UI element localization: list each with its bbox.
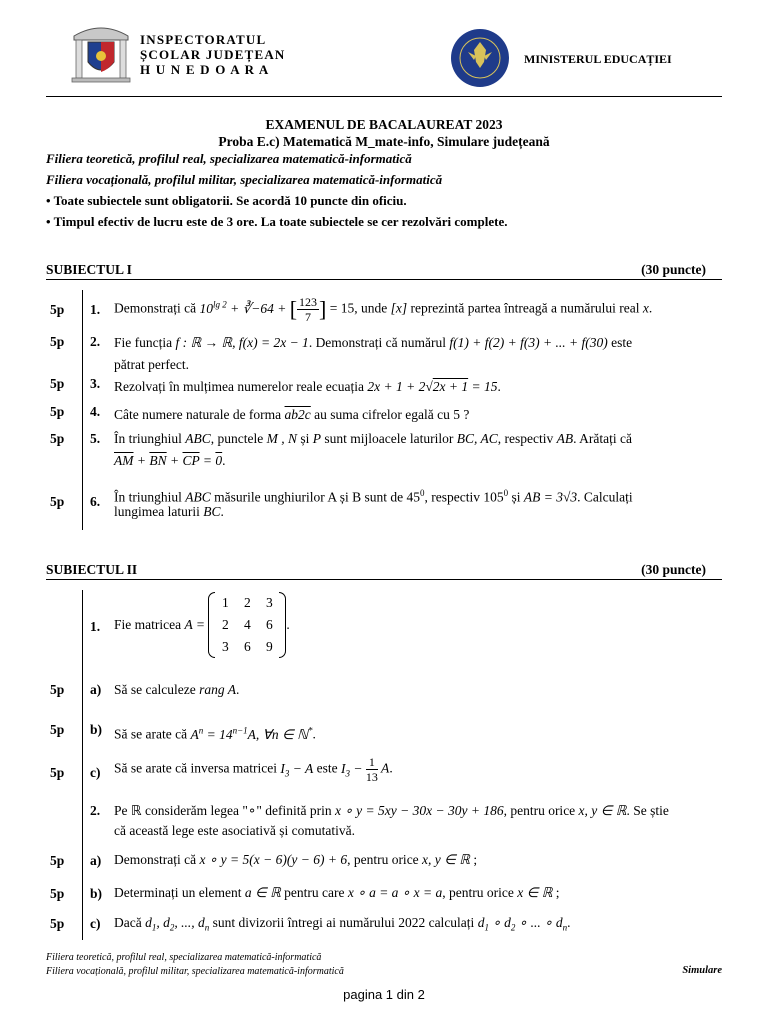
points-label: 5p [50,722,65,737]
question-number: 1. [90,619,101,634]
question-number: 6. [90,494,101,509]
section-2-title: SUBIECTUL II [46,562,138,577]
intro-line-3: • Toate subiectele sunt obligatorii. Se acordă 10 puncte din oficiu. [46,193,407,208]
section-2-rule [46,579,722,580]
question-number: 5. [90,431,101,446]
exam-subtitle: Proba E.c) Matematică M_mate-info, Simulare județeană [218,134,550,149]
part-label: a) [90,682,102,697]
s2-2a: Demonstrați că x ∘ y = 5(x − 6)(y − 6) + 6, pentru orice x, y ∈ ℝ ; [114,852,478,867]
government-seal [450,28,510,88]
inspectorate-logo [70,22,132,84]
intro-line-1: Filiera teoretică, profilul real, specializarea matematică-informatică [46,151,412,166]
section-2-points: (30 puncte) [641,562,706,577]
insp-line2: ȘCOLAR JUDEȚEAN [140,47,286,62]
part-label: b) [90,886,103,901]
points-label: 5p [50,334,65,349]
s1-q2-cont: pătrat perfect. [114,357,189,372]
s2-2b: Determinați un element a ∈ ℝ pentru care x ∘ a = a ∘ x = a, pentru orice x ∈ ℝ ; [114,885,560,900]
insp-line3: H U N E D O A R A [140,62,270,77]
points-label: 5p [50,494,65,509]
s1-q6-cont: lungimea laturii BC. [114,504,224,519]
points-label: 5p [50,431,65,446]
points-label: 5p [50,404,65,419]
section-1-points: (30 puncte) [641,262,706,277]
inspectorate-name [140,32,286,77]
section-2-margin-line [82,590,83,940]
s2-2c: Dacă $d_1$, $d_2$, ..., $d_n$ sunt divizorii întregi ai numărului 2022 calculați $d_1$ ∘ $d_2$ ∘ ... ∘ $d_n$. [114,915,571,933]
page-number: pagina 1 din 2 [343,987,425,1002]
exam-title: EXAMENUL DE BACALAUREAT 2023 [265,117,503,132]
points-label: 5p [50,886,65,901]
points-label: 5p [50,853,65,868]
s1-q5-cont: $\overline{AM} + \overline{BN} + \overline{CP} = 0$. [114,453,226,468]
part-label: a) [90,853,102,868]
s1-q6: În triunghiul ABC măsurile unghiurilor A și B sunt de $45^0$, respectiv $105^0$ și AB = 3√3. Calculați [114,488,633,505]
s1-q1: Demonstrați că $10^{lg 2}$ + ∛−64 + [ $\frac{123}{7}$ ] = 15, unde [x] reprezintă partea întreagă a numărului real x. [114,295,653,324]
footer-simulare: Simulare [682,965,722,976]
footer-line-1: Filiera teoretică, profilul real, specializarea matematică-informatică [46,952,322,963]
s2-q2-cont: că această lege este asociativă și comutativă. [114,823,356,838]
question-number: 1. [90,302,101,317]
s2-1a: Să se calculeze rang A. [114,682,240,697]
points-label: 5p [50,765,65,780]
section-1-header [46,262,706,278]
header-divider [46,96,722,97]
points-label: 5p [50,916,65,931]
part-label: c) [90,765,101,780]
s1-q4: Câte numere naturale de forma ab2c au suma cifrelor egală cu 5 ? [114,407,470,422]
section-1-margin-line [82,290,83,530]
part-label: c) [90,916,101,931]
part-label: b) [90,722,103,737]
question-number: 2. [90,803,101,818]
s1-q5: În triunghiul ABC, punctele M , N și P sunt mijloacele laturilor BC, AC, respectiv AB. Arătați că [114,431,632,446]
section-2-header [46,562,706,578]
intro-line-4: • Timpul efectiv de lucru este de 3 ore. La toate subiectele se cer rezolvări complete. [46,214,508,229]
points-label: 5p [50,682,65,697]
s2-q1: Fie matricea A = 1 2 3 2 4 6 3 6 9 . [114,592,290,658]
s2-q2: Pe ℝ considerăm legea "∘" definită prin x ∘ y = 5xy − 30x − 30y + 186, pentru orice x, y ∈ ℝ. Se știe [114,803,669,818]
intro-line-2: Filiera vocațională, profilul militar, specializarea matematică-informatică [46,172,443,187]
s2-1c: Să se arate că inversa matricei $I_3 - A$ este $I_3$ − $\frac{1}{13}$ A. [114,755,393,784]
question-number: 2. [90,334,101,349]
question-number: 4. [90,404,101,419]
section-1-rule [46,279,722,280]
matrix-A: 1 2 3 2 4 6 3 6 9 [208,592,286,658]
s1-q3: Rezolvați în mulțimea numerelor reale ecuația 2x + 1 + 2√2x + 1 = 15. [114,379,501,394]
insp-line1: INSPECTORATUL [140,32,267,47]
s1-q2: Fie funcția f : ℝ → ℝ, f(x) = 2x − 1. Demonstrați că numărul f(1) + f(2) + f(3) + ... + f(30) este [114,335,633,350]
ministry-name: MINISTERUL EDUCAȚIEI [524,52,672,66]
footer-line-2: Filiera vocațională, profilul militar, specializarea matematică-informatică [46,966,344,977]
points-label: 5p [50,302,65,317]
question-number: 3. [90,376,101,391]
s2-1b: Să se arate că $A^n = 14^{n-1}A$, ∀n ∈ ℕ*. [114,725,316,742]
points-label: 5p [50,376,65,391]
section-1-title: SUBIECTUL I [46,262,132,277]
